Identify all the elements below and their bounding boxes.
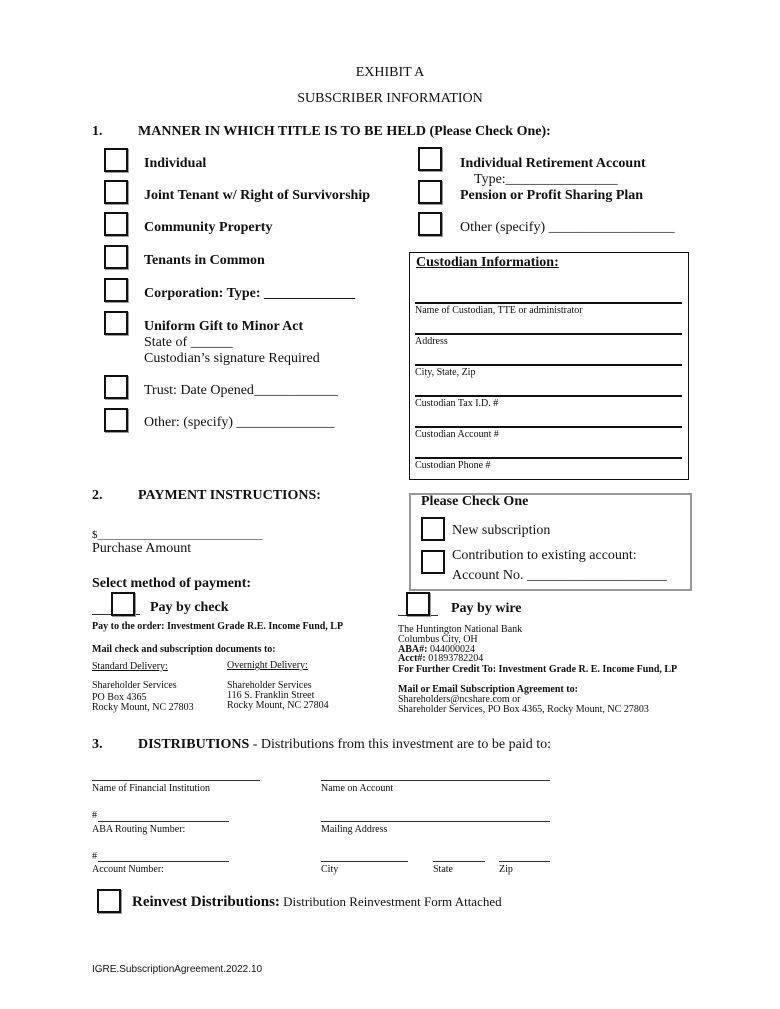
- ira-type: Type:________________: [474, 172, 618, 187]
- state-label: State: [433, 864, 453, 875]
- pension-label: Pension or Profit Sharing Plan: [460, 188, 644, 203]
- ovn-address-line: 116 S. Franklin Street: [227, 690, 315, 701]
- contribution-checkbox[interactable]: [421, 550, 445, 574]
- ugma-checkbox[interactable]: [104, 311, 128, 335]
- pay-by-wire-label: Pay by wire: [451, 601, 522, 616]
- bank-name: The Huntington National Bank: [398, 624, 523, 635]
- other-right-checkbox[interactable]: [418, 212, 442, 236]
- account-number-label: Account Number:: [92, 864, 164, 875]
- ugma-state: State of ______: [144, 335, 233, 350]
- other-right-text: Other (specify) __________________: [460, 220, 675, 235]
- section-3-heading: [138, 738, 551, 752]
- reinvest-title: Reinvest Distributions:: [132, 894, 280, 910]
- custodian-taxid-line[interactable]: [415, 395, 682, 397]
- std-address-line: Rocky Mount, NC 27803: [92, 702, 194, 713]
- mailing-address-line[interactable]: [321, 821, 550, 822]
- acct-label: Acct#:: [398, 653, 426, 664]
- aba-routing-label: ABA Routing Number:: [92, 824, 186, 835]
- corporation-label: Corporation: Type: _____________: [144, 286, 356, 301]
- aba-hash: #: [92, 810, 97, 821]
- name-on-account-line[interactable]: [321, 780, 550, 781]
- state-line[interactable]: [433, 861, 485, 862]
- section-1-heading: MANNER IN WHICH TITLE IS TO BE HELD (Please Check One):: [138, 124, 551, 139]
- email-address[interactable]: Shareholders@ncshare.com or: [398, 694, 521, 705]
- purchase-amount-label: Purchase Amount: [92, 541, 192, 556]
- pay-to-order: Pay to the order: Investment Grade R.E. Income Fund, LP: [92, 621, 344, 632]
- mail-address: Shareholder Services, PO Box 4365, Rocky Mount, NC 27803: [398, 704, 649, 715]
- overnight-delivery-label: Overnight Delivery:: [227, 660, 308, 671]
- pension-checkbox[interactable]: [418, 180, 442, 204]
- individual-checkbox[interactable]: [104, 148, 128, 172]
- corporation-checkbox[interactable]: [104, 278, 128, 302]
- name-on-account-label: Name on Account: [321, 783, 394, 794]
- ira-checkbox[interactable]: [418, 147, 442, 171]
- tenants-in-common-checkbox[interactable]: [104, 245, 128, 269]
- custodian-account-label: Custodian Account #: [415, 429, 499, 440]
- other-left-label: Other: (specify) ______________: [144, 415, 335, 430]
- section-2-heading: PAYMENT INSTRUCTIONS:: [138, 488, 321, 503]
- account-number-line[interactable]: [98, 861, 229, 862]
- custodian-address-line[interactable]: [415, 333, 682, 335]
- zip-line[interactable]: [499, 861, 550, 862]
- standard-delivery-label: Standard Delivery:: [92, 661, 168, 672]
- custodian-city-label: City, State, Zip: [415, 367, 476, 378]
- account-number-field[interactable]: Account No. ____________________: [452, 568, 668, 583]
- aba-routing-line[interactable]: [98, 821, 229, 822]
- custodian-address-label: Address: [415, 336, 448, 347]
- other-right-label: [460, 221, 675, 235]
- mail-check-label: Mail check and subscription documents to:: [92, 644, 276, 655]
- new-subscription-label: New subscription: [452, 523, 551, 538]
- distributions-desc: - Distributions from this investment are to be paid to:: [249, 737, 551, 752]
- acct-value: 01893782204: [428, 653, 484, 664]
- purchase-amount-field[interactable]: $______________________________: [92, 529, 263, 541]
- ugma-signature-note: Custodian’s signature Required: [144, 351, 320, 366]
- custodian-phone-line[interactable]: [415, 457, 682, 459]
- custodian-info-box: [409, 252, 689, 480]
- reinvest-desc: Distribution Reinvestment Form Attached: [279, 894, 502, 909]
- aba-value: 044000024: [429, 644, 475, 655]
- mail-email-label: Mail or Email Subscription Agreement to:: [398, 684, 578, 695]
- pay-by-wire-checkbox[interactable]: [406, 592, 430, 616]
- acct-number: [398, 654, 483, 664]
- tenants-in-common-label: Tenants in Common: [144, 253, 265, 268]
- reinvest-checkbox[interactable]: [97, 889, 121, 913]
- city-label: City: [321, 864, 339, 875]
- ira-label: Individual Retirement Account: [460, 156, 646, 171]
- custodian-name-label: Name of Custodian, TTE or administrator: [415, 305, 583, 316]
- community-property-checkbox[interactable]: [104, 212, 128, 236]
- ovn-address-line: Rocky Mount, NC 27804: [227, 700, 329, 711]
- account-hash: #: [92, 851, 97, 862]
- section-1-number: 1.: [92, 124, 103, 139]
- fin-inst-line[interactable]: [92, 780, 260, 781]
- ovn-address-line: Shareholder Services: [227, 680, 312, 691]
- custodian-taxid-label: Custodian Tax I.D. #: [415, 398, 499, 409]
- select-method-label: Select method of payment:: [92, 576, 252, 591]
- individual-label: Individual: [144, 156, 207, 171]
- aba-label: ABA#:: [398, 644, 428, 655]
- page-subtitle: SUBSCRIBER INFORMATION: [297, 91, 483, 106]
- zip-label: Zip: [499, 864, 513, 875]
- custodian-account-line[interactable]: [415, 426, 682, 428]
- custodian-phone-label: Custodian Phone #: [415, 460, 491, 471]
- mailing-address-label: Mailing Address: [321, 824, 388, 835]
- trust-checkbox[interactable]: [104, 375, 128, 399]
- contribution-label: Contribution to existing account:: [452, 548, 637, 563]
- city-line[interactable]: [321, 861, 408, 862]
- reinvest-label: [132, 895, 502, 910]
- new-subscription-checkbox[interactable]: [421, 517, 445, 541]
- check-one-heading: Please Check One: [421, 494, 529, 509]
- section-2-number: 2.: [92, 488, 103, 503]
- other-left-checkbox[interactable]: [104, 408, 128, 432]
- further-credit: For Further Credit To: Investment Grade R. E. Income Fund, LP: [398, 664, 678, 675]
- footer-doc-id: IGRE.SubscriptionAgreement.2022.10: [92, 964, 263, 975]
- custodian-city-line[interactable]: [415, 364, 682, 366]
- trust-label: Trust: Date Opened____________: [144, 383, 338, 398]
- fin-inst-label: Name of Financial Institution: [92, 783, 211, 794]
- community-property-label: Community Property: [144, 220, 273, 235]
- std-address-line: Shareholder Services: [92, 680, 177, 691]
- custodian-heading: Custodian Information:: [416, 255, 559, 270]
- custodian-name-line[interactable]: [415, 302, 682, 304]
- pay-by-check-label: Pay by check: [150, 600, 229, 615]
- std-address-line: PO Box 4365: [92, 692, 147, 703]
- pay-by-check-checkbox[interactable]: [111, 592, 135, 616]
- section-3-number: 3.: [92, 737, 103, 752]
- distributions-title: DISTRIBUTIONS: [138, 737, 250, 752]
- joint-tenant-label: Joint Tenant w/ Right of Survivorship: [144, 188, 370, 203]
- ugma-label: Uniform Gift to Minor Act: [144, 319, 304, 334]
- exhibit-title: EXHIBIT A: [355, 65, 425, 80]
- bank-city: Columbus City, OH: [398, 634, 478, 645]
- joint-tenant-checkbox[interactable]: [104, 180, 128, 204]
